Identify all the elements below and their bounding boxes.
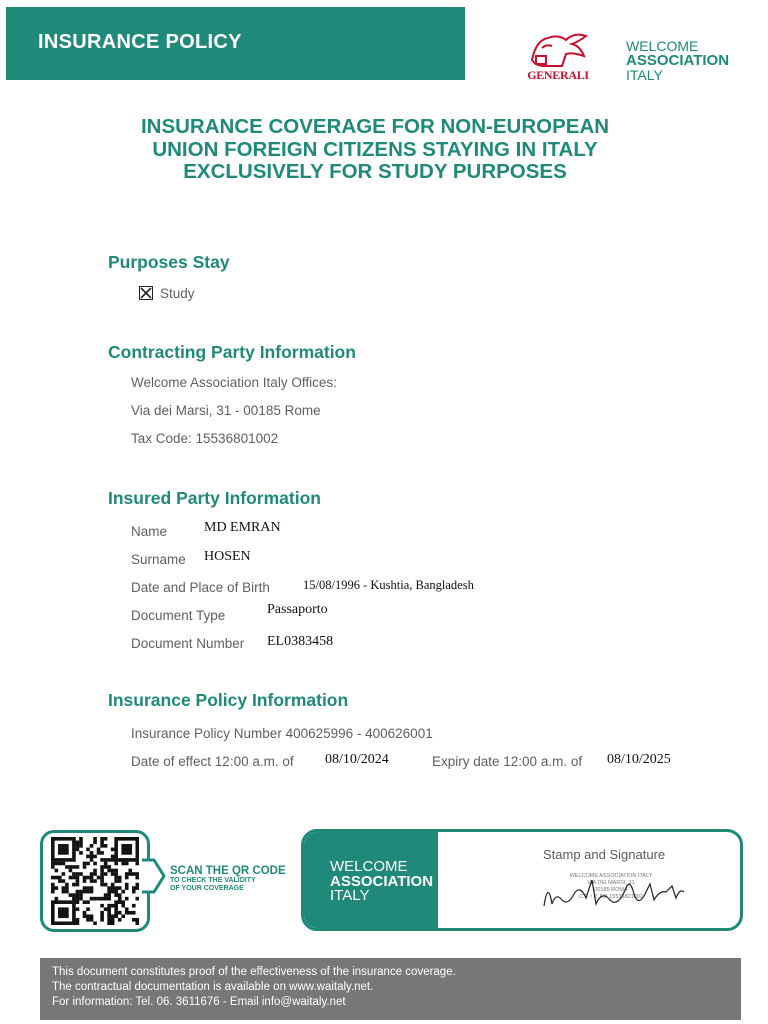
study-checkbox [139, 286, 153, 300]
expiry-date-label: Expiry date 12:00 a.m. of [432, 754, 583, 769]
document-type-value: Passaporto [267, 602, 328, 617]
scan-qr-subtitle-line-1: TO CHECK THE VALIDITY [170, 877, 256, 884]
birth-label: Date and Place of Birth [131, 580, 270, 595]
name-value: MD EMRAN [204, 520, 281, 535]
purposes-section-title: Purposes Stay [108, 252, 230, 272]
surname-value: HOSEN [204, 549, 251, 564]
contracting-section-title: Contracting Party Information [108, 342, 356, 362]
contracting-line-address: Via dei Marsi, 31 - 00185 Rome [131, 403, 321, 418]
study-option-label: Study [160, 286, 195, 301]
welcome-association-italy-logo [626, 39, 729, 83]
document-type-title: INSURANCE POLICY [38, 31, 242, 53]
wai-logo-line-1: WELCOME [626, 38, 699, 54]
stamp-logo-line-2: ASSOCIATION [330, 872, 434, 890]
stamp-and-signature-label: Stamp and Signature [543, 847, 666, 862]
checkbox-x-icon [140, 287, 152, 299]
main-title-line-3: EXCLUSIVELY FOR STUDY PURPOSES [183, 160, 567, 183]
date-of-effect-value: 08/10/2024 [325, 752, 389, 767]
stamp-text-line-2: VIA DEI MARSI, 31 [587, 880, 635, 886]
stamp-logo-line-1: WELCOME [330, 858, 408, 875]
main-title [60, 116, 690, 184]
contracting-line-offices: Welcome Association Italy Offices: [131, 375, 337, 390]
name-label: Name [131, 524, 168, 539]
main-title-line-2: UNION FOREIGN CITIZENS STAYING IN ITALY [152, 137, 598, 161]
stamp-logo-panel [304, 832, 438, 928]
stamp-logo-line-3: ITALY [330, 887, 370, 904]
footer-text [52, 965, 456, 1010]
scan-qr-title: SCAN THE QR CODE [170, 865, 286, 877]
document-type-label: Document Type [131, 608, 226, 623]
qr-code-icon[interactable] [51, 837, 139, 925]
policy-number-line: Insurance Policy Number 400625996 - 400626001 [131, 726, 433, 741]
date-of-effect-label: Date of effect 12:00 a.m. of [131, 754, 294, 769]
footer-line-3: For information: Tel. 06. 3611676 - Email info@waitaly.net [52, 996, 346, 1008]
stamp-text-line-4: C.F. / P. IVA 15536801002 [579, 894, 643, 900]
scan-qr-subtitle-line-2: OF YOUR COVERAGE [170, 884, 244, 892]
qr-code-frame[interactable] [40, 830, 150, 932]
footer-notice [40, 958, 741, 1020]
policy-section-title: Insurance Policy Information [108, 690, 349, 710]
wai-logo-line-3: ITALY [626, 67, 663, 83]
surname-label: Surname [131, 552, 186, 567]
qr-pointer-arrow [142, 856, 166, 896]
generali-wordmark: GENERALI [527, 68, 589, 82]
handwritten-signature [540, 870, 690, 915]
expiry-date-value: 08/10/2025 [607, 752, 671, 767]
scan-qr-subtitle [170, 877, 256, 892]
contracting-line-tax-code: Tax Code: 15536801002 [131, 431, 279, 446]
document-number-value: EL0383458 [267, 634, 334, 649]
footer-line-2: The contractual documentation is available on www.waitaly.net. [52, 981, 374, 993]
stamp-text-line-1: WELCOME ASSOCIATION ITALY [569, 873, 653, 879]
insured-section-title: Insured Party Information [108, 488, 321, 508]
main-title-line-1: INSURANCE COVERAGE FOR NON-EUROPEAN [140, 115, 610, 138]
stamp-wai-logo [330, 860, 433, 904]
birth-value: 15/08/1996 - Kushtia, Bangladesh [303, 578, 474, 592]
stamp-text-line-3: 00185 ROMA [594, 887, 628, 893]
footer-line-1: This document constitutes proof of the effectiveness of the insurance coverage. [52, 966, 456, 978]
document-number-label: Document Number [131, 636, 245, 651]
wai-logo-line-2: ASSOCIATION [626, 51, 730, 69]
